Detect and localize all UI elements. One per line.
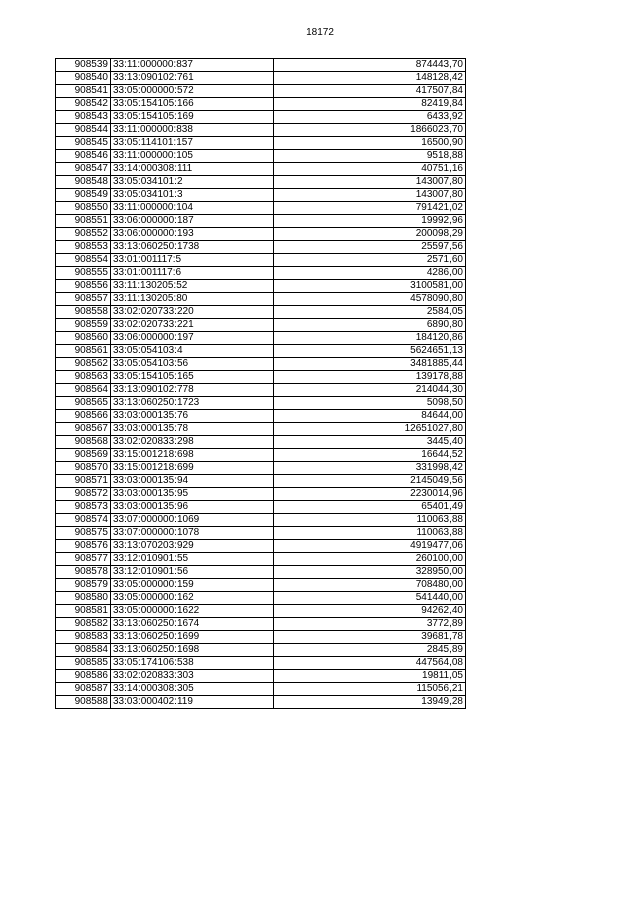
row-id-cell: 908556 [56,280,111,293]
value-cell: 447564,08 [274,657,466,670]
value-cell: 65401,49 [274,501,466,514]
cadastral-number-cell: 33:15:001218:699 [111,462,274,475]
row-id-cell: 908582 [56,618,111,631]
value-cell: 200098,29 [274,228,466,241]
page-number: 18172 [306,27,334,38]
cadastral-number-cell: 33:01:001117:6 [111,267,274,280]
cadastral-number-cell: 33:05:154105:166 [111,98,274,111]
value-cell: 5098,50 [274,397,466,410]
cadastral-number-cell: 33:12:010901:55 [111,553,274,566]
table-row [56,540,466,553]
registry-table [55,58,466,709]
row-id-cell: 908563 [56,371,111,384]
value-cell: 260100,00 [274,553,466,566]
value-cell: 139178,88 [274,371,466,384]
value-cell: 2584,05 [274,306,466,319]
table-row [56,696,466,709]
row-id-cell: 908588 [56,696,111,709]
table-row [56,371,466,384]
value-cell: 2230014,96 [274,488,466,501]
cadastral-number-cell: 33:07:000000:1078 [111,527,274,540]
value-cell: 541440,00 [274,592,466,605]
table-row [56,85,466,98]
value-cell: 184120,86 [274,332,466,345]
table-row [56,436,466,449]
row-id-cell: 908568 [56,436,111,449]
row-id-cell: 908575 [56,527,111,540]
row-id-cell: 908571 [56,475,111,488]
table-row [56,280,466,293]
row-id-cell: 908567 [56,423,111,436]
cadastral-number-cell: 33:02:020733:221 [111,319,274,332]
row-id-cell: 908565 [56,397,111,410]
value-cell: 94262,40 [274,605,466,618]
cadastral-number-cell: 33:03:000135:96 [111,501,274,514]
row-id-cell: 908543 [56,111,111,124]
value-cell: 708480,00 [274,579,466,592]
row-id-cell: 908586 [56,670,111,683]
table-row [56,332,466,345]
row-id-cell: 908542 [56,98,111,111]
value-cell: 110063,88 [274,527,466,540]
cadastral-number-cell: 33:13:060250:1723 [111,397,274,410]
row-id-cell: 908574 [56,514,111,527]
table-row [56,293,466,306]
value-cell: 4919477,06 [274,540,466,553]
table-row [56,579,466,592]
value-cell: 39681,78 [274,631,466,644]
table-row [56,254,466,267]
row-id-cell: 908551 [56,215,111,228]
value-cell: 16644,52 [274,449,466,462]
table-row [56,228,466,241]
table-row [56,59,466,72]
cadastral-number-cell: 33:13:060250:1698 [111,644,274,657]
value-cell: 4578090,80 [274,293,466,306]
value-cell: 2145049,56 [274,475,466,488]
table-row [56,384,466,397]
row-id-cell: 908576 [56,540,111,553]
value-cell: 84644,00 [274,410,466,423]
value-cell: 143007,80 [274,176,466,189]
cadastral-number-cell: 33:03:000135:94 [111,475,274,488]
row-id-cell: 908561 [56,345,111,358]
cadastral-number-cell: 33:11:000000:104 [111,202,274,215]
table-row [56,449,466,462]
row-id-cell: 908552 [56,228,111,241]
table-row [56,566,466,579]
row-id-cell: 908572 [56,488,111,501]
table-row [56,475,466,488]
value-cell: 9518,88 [274,150,466,163]
cadastral-number-cell: 33:01:001117:5 [111,254,274,267]
cadastral-number-cell: 33:13:070203:929 [111,540,274,553]
value-cell: 40751,16 [274,163,466,176]
value-cell: 16500,90 [274,137,466,150]
value-cell: 417507,84 [274,85,466,98]
value-cell: 115056,21 [274,683,466,696]
table-row [56,124,466,137]
table-row [56,410,466,423]
row-id-cell: 908553 [56,241,111,254]
row-id-cell: 908557 [56,293,111,306]
row-id-cell: 908564 [56,384,111,397]
value-cell: 12651027,80 [274,423,466,436]
cadastral-number-cell: 33:03:000135:95 [111,488,274,501]
value-cell: 13949,28 [274,696,466,709]
table-row [56,150,466,163]
value-cell: 19992,96 [274,215,466,228]
cadastral-number-cell: 33:02:020833:298 [111,436,274,449]
table-row [56,137,466,150]
value-cell: 2845,89 [274,644,466,657]
table-row [56,618,466,631]
value-cell: 6433,92 [274,111,466,124]
row-id-cell: 908541 [56,85,111,98]
table-row [56,267,466,280]
row-id-cell: 908585 [56,657,111,670]
cadastral-number-cell: 33:13:090102:778 [111,384,274,397]
value-cell: 25597,56 [274,241,466,254]
value-cell: 331998,42 [274,462,466,475]
cadastral-number-cell: 33:14:000308:111 [111,163,274,176]
cadastral-number-cell: 33:05:034101:2 [111,176,274,189]
row-id-cell: 908546 [56,150,111,163]
table-row [56,644,466,657]
table-row [56,423,466,436]
row-id-cell: 908548 [56,176,111,189]
row-id-cell: 908579 [56,579,111,592]
table-row [56,592,466,605]
cadastral-number-cell: 33:05:034101:3 [111,189,274,202]
row-id-cell: 908581 [56,605,111,618]
row-id-cell: 908570 [56,462,111,475]
table-row [56,319,466,332]
row-id-cell: 908587 [56,683,111,696]
value-cell: 1866023,70 [274,124,466,137]
row-id-cell: 908573 [56,501,111,514]
value-cell: 4286,00 [274,267,466,280]
cadastral-number-cell: 33:05:054103:4 [111,345,274,358]
cadastral-number-cell: 33:05:154105:169 [111,111,274,124]
cadastral-number-cell: 33:03:000402:119 [111,696,274,709]
registry-table-body [56,59,466,709]
table-row [56,202,466,215]
cadastral-number-cell: 33:05:000000:162 [111,592,274,605]
value-cell: 143007,80 [274,189,466,202]
cadastral-number-cell: 33:15:001218:698 [111,449,274,462]
row-id-cell: 908569 [56,449,111,462]
value-cell: 148128,42 [274,72,466,85]
table-row [56,215,466,228]
table-row [56,397,466,410]
table-row [56,631,466,644]
row-id-cell: 908554 [56,254,111,267]
table-row [56,527,466,540]
table-row [56,189,466,202]
row-id-cell: 908545 [56,137,111,150]
row-id-cell: 908550 [56,202,111,215]
value-cell: 791421,02 [274,202,466,215]
value-cell: 3100581,00 [274,280,466,293]
value-cell: 6890,80 [274,319,466,332]
table-row [56,345,466,358]
cadastral-number-cell: 33:06:000000:187 [111,215,274,228]
row-id-cell: 908558 [56,306,111,319]
row-id-cell: 908549 [56,189,111,202]
cadastral-number-cell: 33:05:000000:159 [111,579,274,592]
cadastral-number-cell: 33:13:090102:761 [111,72,274,85]
cadastral-number-cell: 33:13:060250:1699 [111,631,274,644]
table-row [56,488,466,501]
row-id-cell: 908562 [56,358,111,371]
cadastral-number-cell: 33:03:000135:78 [111,423,274,436]
value-cell: 3445,40 [274,436,466,449]
table-row [56,72,466,85]
value-cell: 110063,88 [274,514,466,527]
row-id-cell: 908555 [56,267,111,280]
table-row [56,358,466,371]
cadastral-number-cell: 33:13:060250:1738 [111,241,274,254]
value-cell: 214044,30 [274,384,466,397]
cadastral-number-cell: 33:11:000000:838 [111,124,274,137]
cadastral-number-cell: 33:06:000000:197 [111,332,274,345]
row-id-cell: 908540 [56,72,111,85]
row-id-cell: 908559 [56,319,111,332]
value-cell: 82419,84 [274,98,466,111]
value-cell: 2571,60 [274,254,466,267]
cadastral-number-cell: 33:06:000000:193 [111,228,274,241]
table-row [56,176,466,189]
cadastral-number-cell: 33:05:114101:157 [111,137,274,150]
table-row [56,111,466,124]
cadastral-number-cell: 33:07:000000:1069 [111,514,274,527]
cadastral-number-cell: 33:11:000000:837 [111,59,274,72]
cadastral-number-cell: 33:14:000308:305 [111,683,274,696]
cadastral-number-cell: 33:05:000000:1622 [111,605,274,618]
cadastral-number-cell: 33:11:130205:80 [111,293,274,306]
row-id-cell: 908578 [56,566,111,579]
table-row [56,553,466,566]
cadastral-number-cell: 33:11:130205:52 [111,280,274,293]
row-id-cell: 908577 [56,553,111,566]
cadastral-number-cell: 33:03:000135:76 [111,410,274,423]
value-cell: 5624651,13 [274,345,466,358]
cadastral-number-cell: 33:11:000000:105 [111,150,274,163]
row-id-cell: 908566 [56,410,111,423]
cadastral-number-cell: 33:05:054103:56 [111,358,274,371]
cadastral-number-cell: 33:13:060250:1674 [111,618,274,631]
table-row [56,241,466,254]
table-row [56,657,466,670]
row-id-cell: 908560 [56,332,111,345]
cadastral-number-cell: 33:02:020733:220 [111,306,274,319]
table-row [56,306,466,319]
table-row [56,514,466,527]
row-id-cell: 908584 [56,644,111,657]
value-cell: 3481885,44 [274,358,466,371]
cadastral-number-cell: 33:12:010901:56 [111,566,274,579]
value-cell: 874443,70 [274,59,466,72]
cadastral-number-cell: 33:05:174106:538 [111,657,274,670]
row-id-cell: 908539 [56,59,111,72]
table-row [56,683,466,696]
cadastral-number-cell: 33:02:020833:303 [111,670,274,683]
row-id-cell: 908580 [56,592,111,605]
cadastral-number-cell: 33:05:000000:572 [111,85,274,98]
value-cell: 3772,89 [274,618,466,631]
table-row [56,163,466,176]
table-row [56,605,466,618]
row-id-cell: 908547 [56,163,111,176]
table-row [56,670,466,683]
table-row [56,501,466,514]
value-cell: 19811,05 [274,670,466,683]
cadastral-number-cell: 33:05:154105:165 [111,371,274,384]
table-row [56,462,466,475]
row-id-cell: 908583 [56,631,111,644]
row-id-cell: 908544 [56,124,111,137]
table-row [56,98,466,111]
value-cell: 328950,00 [274,566,466,579]
